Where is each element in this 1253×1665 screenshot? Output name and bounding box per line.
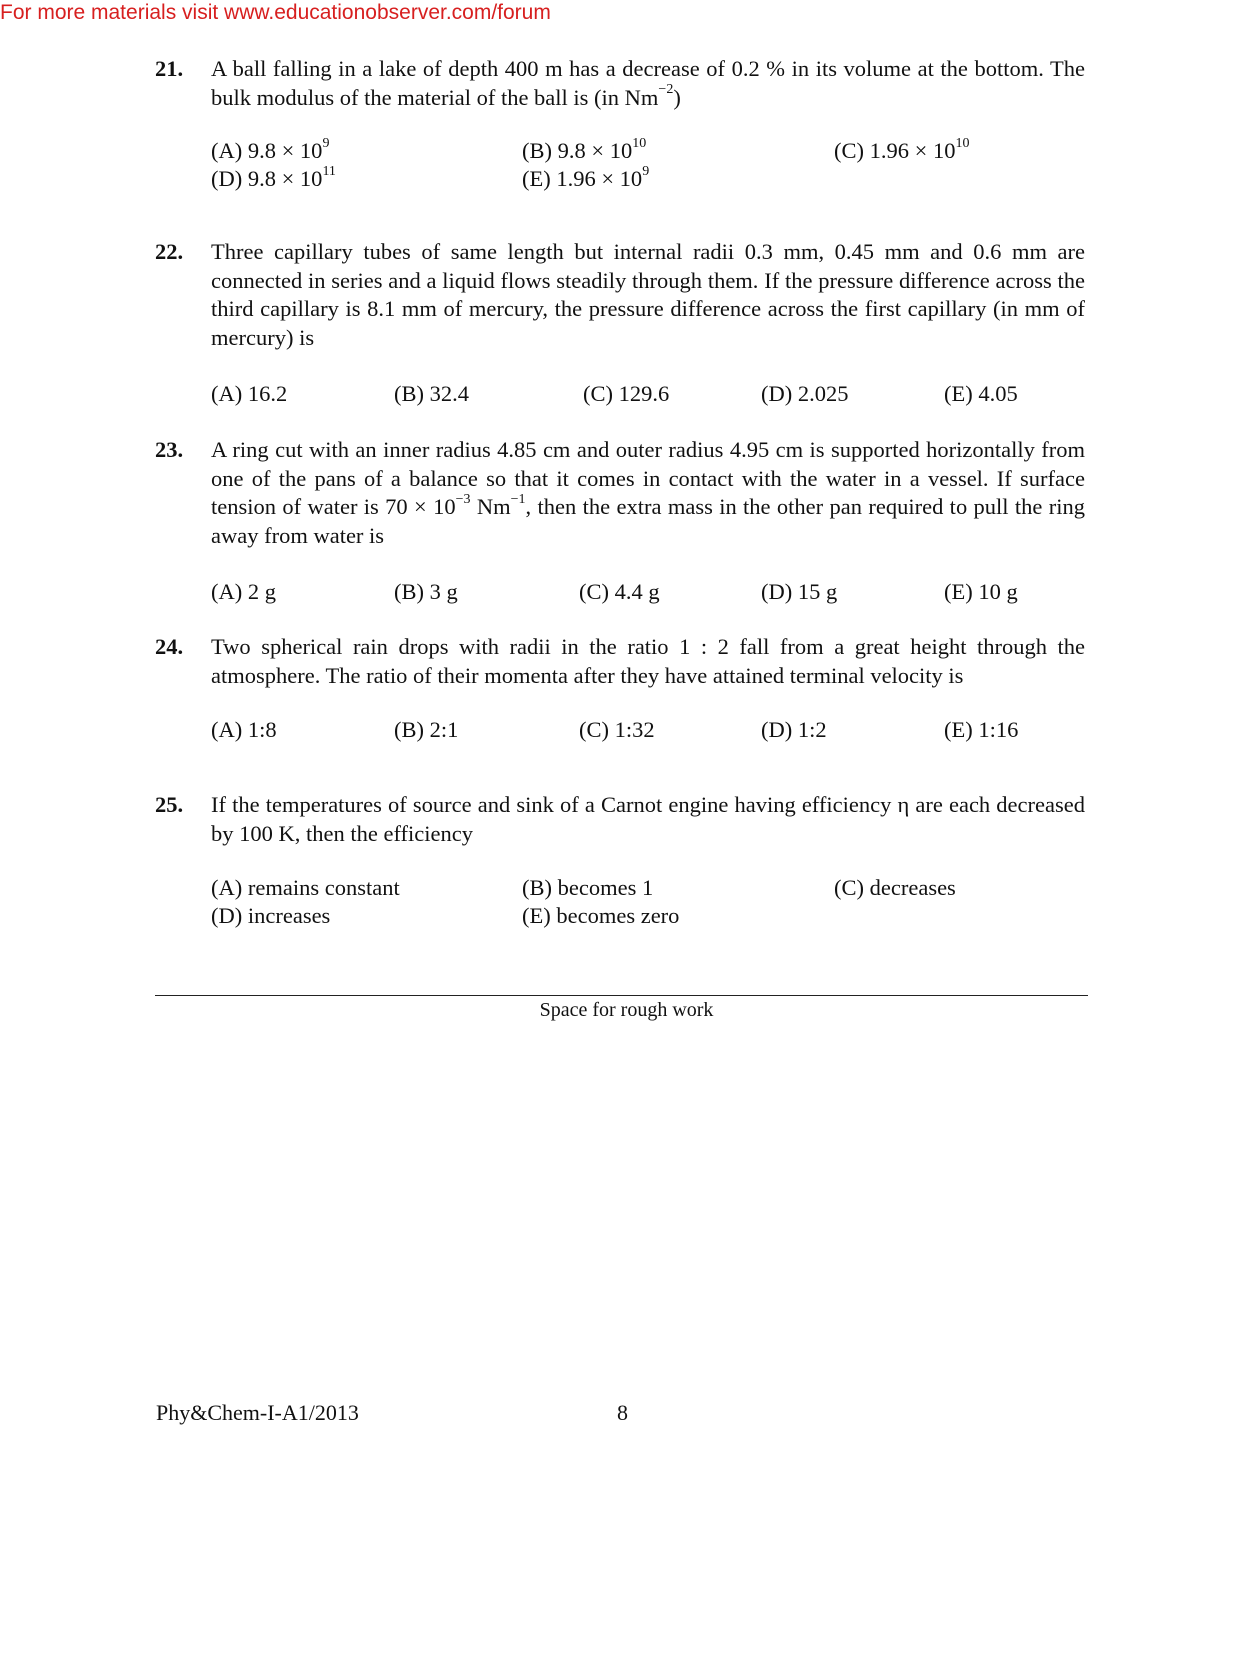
question-text: If the temperatures of source and sink of a Carnot engine having efficiency η are each decreased by 100 K, then the efficiency [211, 792, 1085, 846]
question-23 [155, 436, 1085, 608]
options [211, 874, 1085, 934]
header-banner-link[interactable]: For more materials visit www.educationobserver.com/forum [0, 1, 551, 24]
question-number: 22. [155, 239, 184, 264]
question-22 [155, 238, 1085, 410]
option-a: (A) 16.2 [211, 381, 288, 406]
option-a: (A) 1:8 [211, 717, 277, 742]
option-c: (C) decreases [834, 875, 956, 900]
question-25 [155, 791, 1085, 934]
question-number: 24. [155, 634, 184, 659]
option-e: (E) 1:16 [944, 717, 1019, 742]
question-number: 23. [155, 437, 184, 462]
rough-work-divider [155, 995, 1088, 996]
options [211, 578, 1085, 608]
options [211, 380, 1085, 410]
question-text: A ring cut with an inner radius 4.85 cm and outer radius 4.95 cm is supported horizontally from one of the pans of a balance so that it comes in contact with the water in a vessel. If surface tension of water is $70 \times 10^{-3}$ $Nm^{-1}$, then the extra mass in the other pan required to pull the ring away from water is [211, 437, 1086, 548]
option-c: (C) 1:32 [579, 717, 655, 742]
question-number: 25. [155, 792, 184, 817]
rough-work-label: Space for rough work [539, 999, 714, 1021]
option-b: (B) $9.8 \times 10^{10}$ [522, 135, 647, 163]
page-number: 8 [617, 1400, 628, 1425]
option-e: (E) 4.05 [944, 381, 1018, 406]
option-b: (B) 2:1 [394, 717, 459, 742]
option-d: (D) 1:2 [761, 717, 827, 742]
option-a: (A) remains constant [211, 875, 400, 900]
question-text: A ball falling in a lake of depth 400 m has a decrease of 0.2 % in its volume at the bottom. The bulk modulus of the material of the ball is (in $Nm^{-2}$) [211, 56, 1085, 110]
option-d: (D) 15 g [761, 579, 838, 604]
option-b: (B) 32.4 [394, 381, 469, 406]
option-c: (C) 4.4 g [579, 579, 660, 604]
option-a: (A) 2 g [211, 579, 276, 604]
options [211, 137, 1085, 197]
option-e: (E) $1.96 \times 10^9$ [522, 163, 650, 191]
option-a: (A) $9.8 \times 10^9$ [211, 135, 330, 163]
question-number: 21. [155, 56, 184, 81]
question-text: Two spherical rain drops with radii in the ratio 1 : 2 fall from a great height through the atmosphere. The ratio of their momenta after they have attained terminal velocity is [211, 634, 1085, 688]
paper-code: Phy&Chem-I-A1/2013 [156, 1400, 359, 1425]
question-21 [155, 55, 1085, 197]
option-e: (E) becomes zero [522, 903, 680, 928]
option-b: (B) 3 g [394, 579, 458, 604]
option-d: (D) increases [211, 903, 331, 928]
question-text: Three capillary tubes of same length but internal radii 0.3 mm, 0.45 mm and 0.6 mm are connected in series and a liquid flows steadily through them. If the pressure difference across the third capillary is 8.1 mm of mercury, the pressure difference across the first capillary (in mm of mercury) is [211, 239, 1085, 350]
option-c: (C) 129.6 [583, 381, 670, 406]
option-d: (D) $9.8 \times 10^{11}$ [211, 163, 336, 191]
option-b: (B) becomes 1 [522, 875, 654, 900]
option-e: (E) 10 g [944, 579, 1018, 604]
question-24 [155, 633, 1085, 746]
option-c: (C) $1.96 \times 10^{10}$ [834, 135, 970, 163]
options [211, 716, 1085, 746]
option-d: (D) 2.025 [761, 381, 849, 406]
